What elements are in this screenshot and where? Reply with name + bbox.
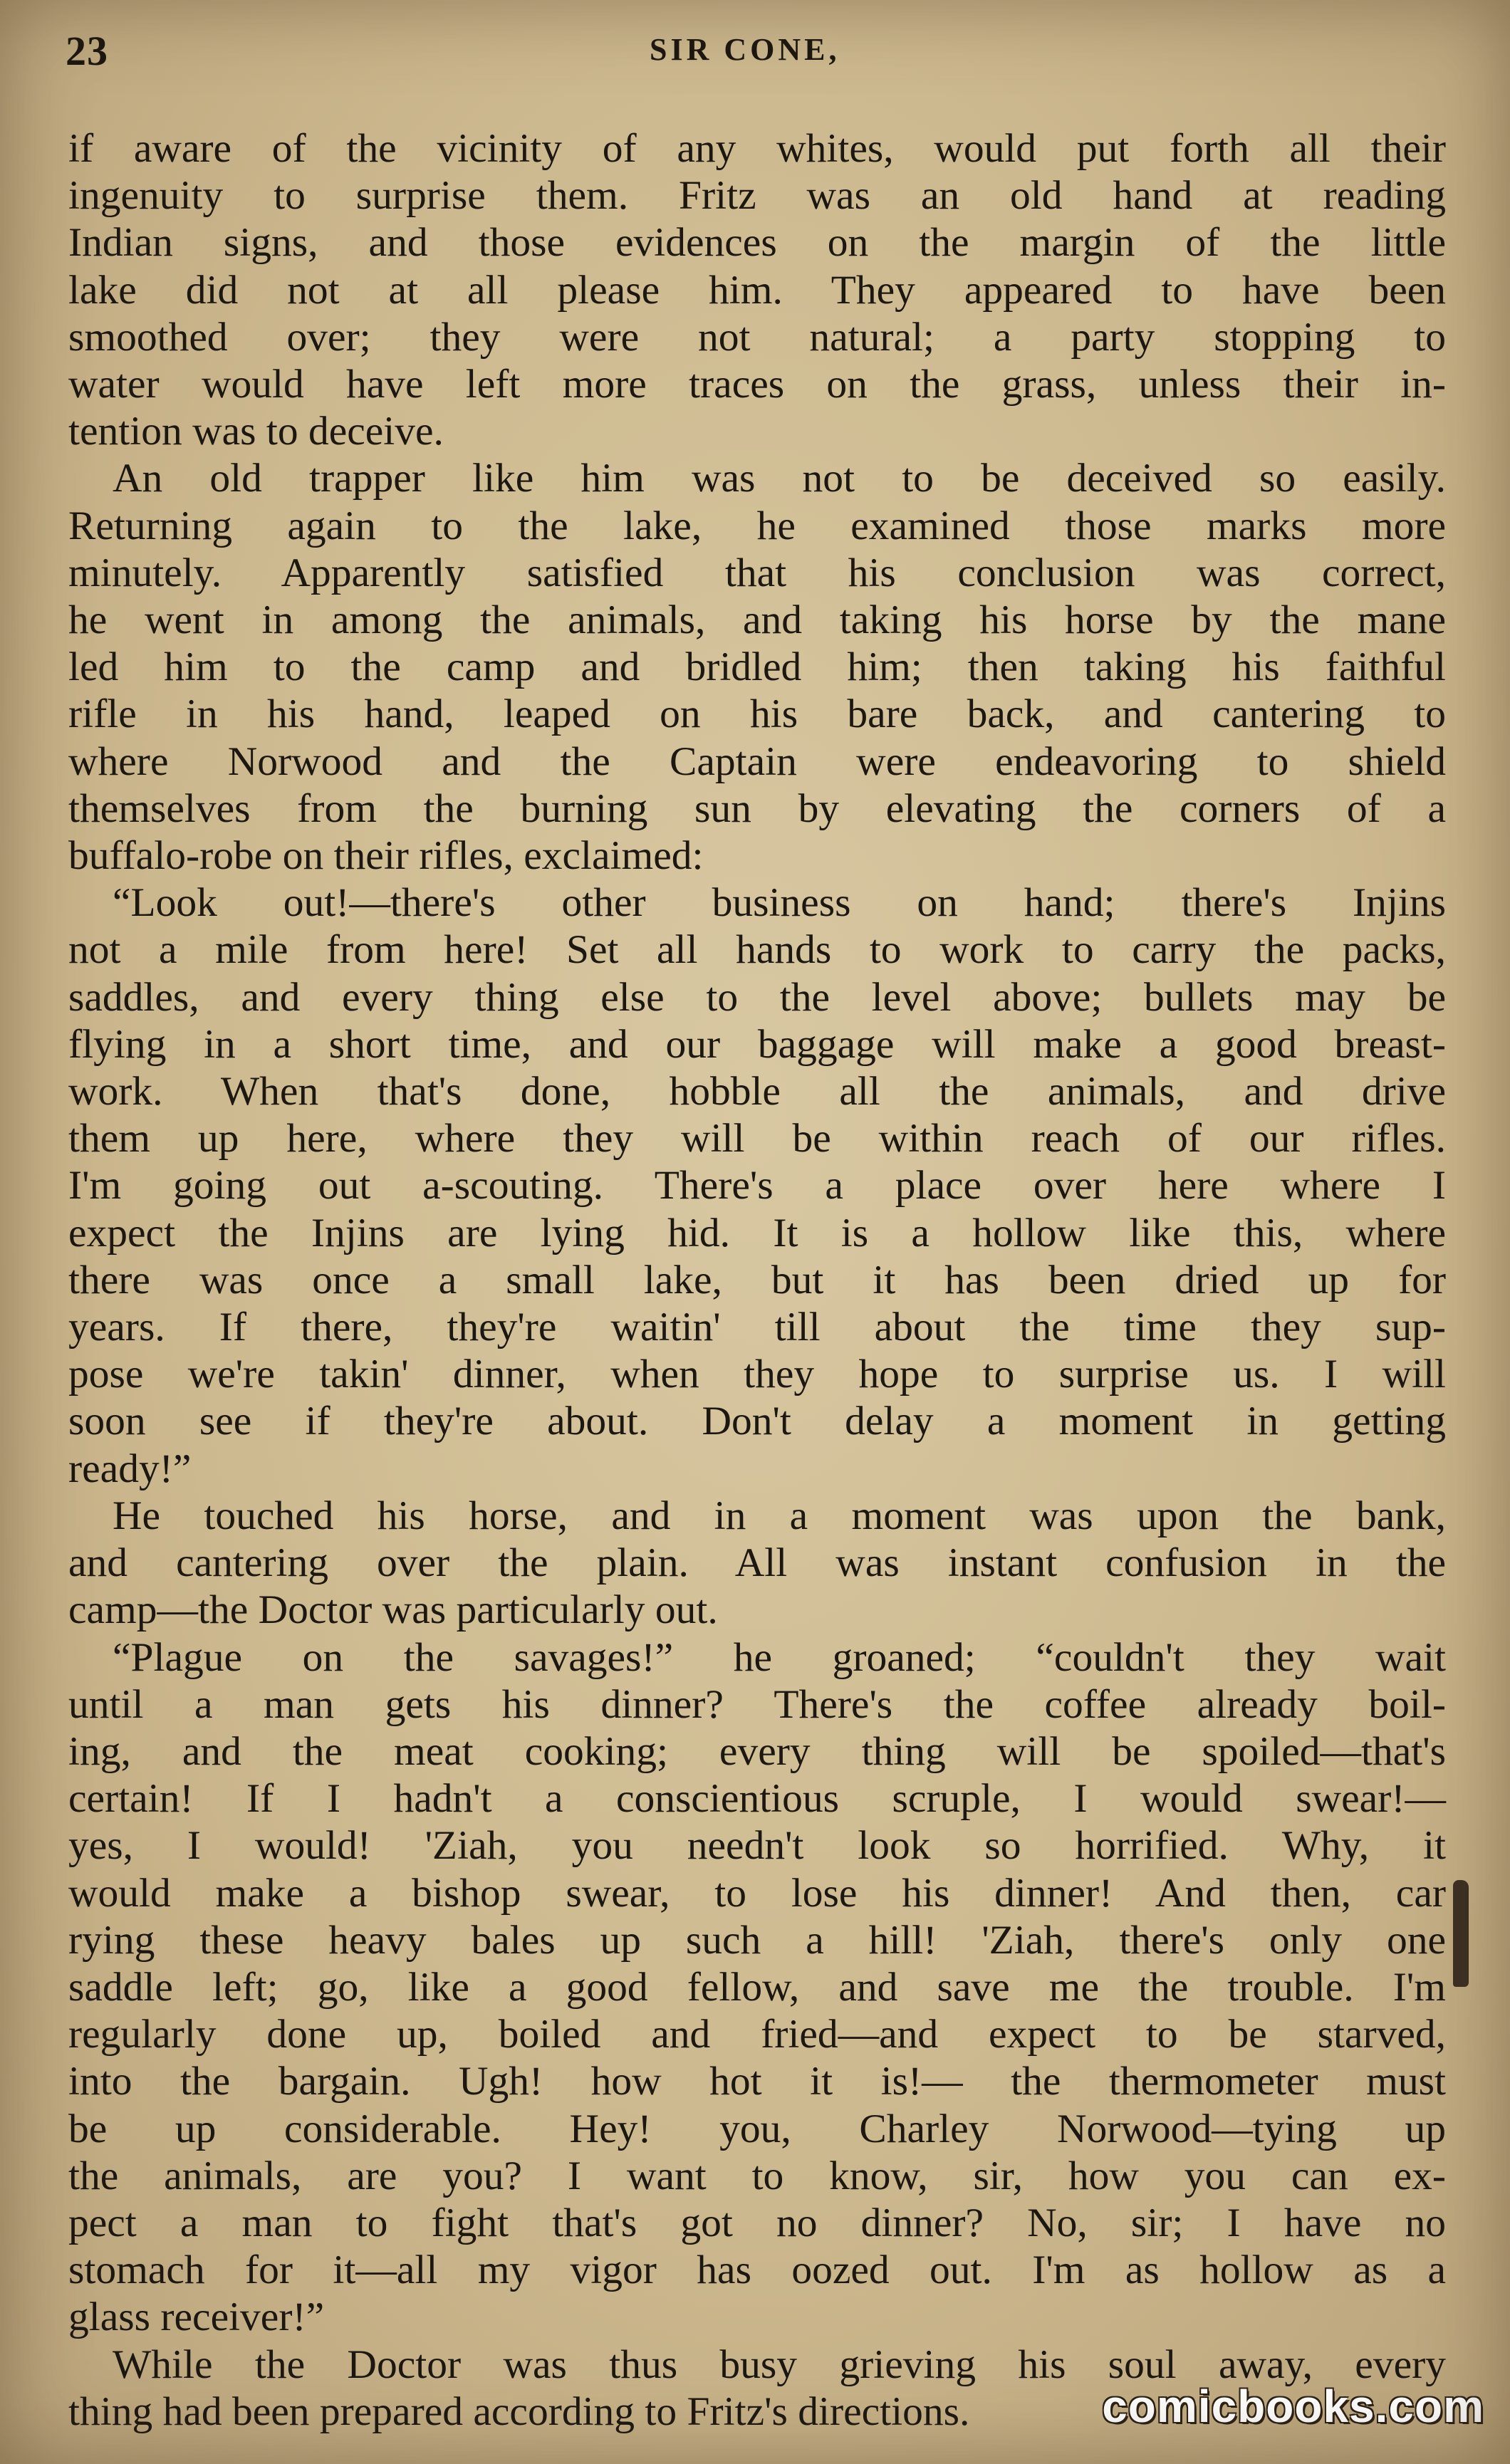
text-line: Returning again to the lake, he examined those marks more (68, 503, 1446, 548)
text-line: years. If there, they're waitin' till about the time they sup- (68, 1305, 1446, 1350)
text-line: “Plague on the savages!” he groaned; “couldn't they wait (113, 1634, 1446, 1680)
body-text (68, 125, 1446, 2436)
text-line: He touched his horse, and in a moment was upon the bank, (113, 1493, 1446, 1538)
text-line: yes, I would! 'Ziah, you needn't look so horrified. Why, it (68, 1823, 1446, 1869)
watermark: comicbooks.com (1102, 2381, 1484, 2432)
text-line: Indian signs, and those evidences on the margin of the little (68, 220, 1446, 266)
text-line: he went in among the animals, and taking his horse by the mane (68, 597, 1446, 643)
text-line: be up considerable. Hey! you, Charley Norwood—tying up (68, 2106, 1446, 2151)
text-line: stomach for it—all my vigor has oozed out. I'm as hollow as a (68, 2248, 1446, 2293)
text-line: smoothed over; they were not natural; a party stopping to (68, 314, 1446, 360)
text-line: saddles, and every thing else to the level above; bullets may be (68, 974, 1446, 1020)
text-line: minutely. Apparently satisfied that his conclusion was correct, (68, 550, 1446, 595)
text-line: there was once a small lake, but it has been dried up for (68, 1257, 1446, 1303)
ink-smudge (1453, 1880, 1469, 1987)
text-line: certain! If I hadn't a conscientious scruple, I would swear!— (68, 1776, 1446, 1822)
text-line: An old trapper like him was not to be deceived so easily. (113, 456, 1446, 501)
text-line: work. When that's done, hobble all the animals, and drive (68, 1069, 1446, 1114)
text-line: soon see if they're about. Don't delay a moment in getting (68, 1399, 1446, 1444)
text-line: if aware of the vicinity of any whites, would put forth all their (68, 126, 1446, 171)
text-line: pect a man to fight that's got no dinner? No, sir; I have no (68, 2200, 1446, 2245)
text-line: and cantering over the plain. All was instant confusion in the (68, 1540, 1446, 1586)
text-line: saddle left; go, like a good fellow, and save me the trouble. I'm (68, 1964, 1446, 2010)
text-line: flying in a short time, and our baggage will make a good breast- (68, 1021, 1446, 1067)
text-line: into the bargain. Ugh! how hot it is!— the thermometer must (68, 2059, 1446, 2104)
text-line: water would have left more traces on the grass, unless their in- (68, 362, 1446, 407)
page-number: 23 (66, 28, 108, 74)
text-line: until a man gets his dinner? There's the coffee already boil- (68, 1681, 1446, 1727)
text-line: the animals, are you? I want to know, sir, how you can ex- (68, 2153, 1446, 2198)
text-line: lake did not at all please him. They appeared to have been (68, 267, 1446, 313)
text-line: tention was to deceive. (68, 409, 444, 454)
text-line: rifle in his hand, leaped on his bare back, and cantering to (68, 691, 1446, 737)
text-line: ing, and the meat cooking; every thing will be spoiled—that's (68, 1728, 1446, 1774)
text-line: regularly done up, boiled and fried—and expect to be starved, (68, 2012, 1446, 2057)
text-line: where Norwood and the Captain were endeavoring to shield (68, 738, 1446, 784)
text-line: themselves from the burning sun by elevating the corners of a (68, 785, 1446, 831)
text-line: led him to the camp and bridled him; then taking his faithful (68, 644, 1446, 690)
text-line: While the Doctor was thus busy grieving his soul away, every (113, 2342, 1446, 2387)
text-line: buffalo-robe on their rifles, exclaimed: (68, 833, 704, 879)
text-line: not a mile from here! Set all hands to work to carry the packs, (68, 927, 1446, 973)
text-line: camp—the Doctor was particularly out. (68, 1587, 718, 1633)
text-line: thing had been prepared according to Fritz's directions. (68, 2389, 970, 2434)
text-line: “Look out!—there's other business on hand; there's Injins (113, 880, 1446, 926)
text-line: expect the Injins are lying hid. It is a hollow like this, where (68, 1210, 1446, 1256)
text-line: pose we're takin' dinner, when they hope to surprise us. I will (68, 1352, 1446, 1397)
text-line: them up here, where they will be within reach of our rifles. (68, 1116, 1446, 1161)
text-line: I'm going out a-scouting. There's a place over here where I (68, 1163, 1446, 1208)
running-title: SIR CONE, (650, 32, 840, 67)
running-head (66, 27, 1447, 84)
text-line: glass receiver!” (68, 2295, 325, 2340)
text-line: would make a bishop swear, to lose his dinner! And then, car (68, 1870, 1446, 1916)
text-line: ready!” (68, 1446, 192, 1491)
text-line: rying these heavy bales up such a hill! 'Ziah, there's only one (68, 1917, 1446, 1963)
text-line: ingenuity to surprise them. Fritz was an old hand at reading (68, 173, 1446, 219)
